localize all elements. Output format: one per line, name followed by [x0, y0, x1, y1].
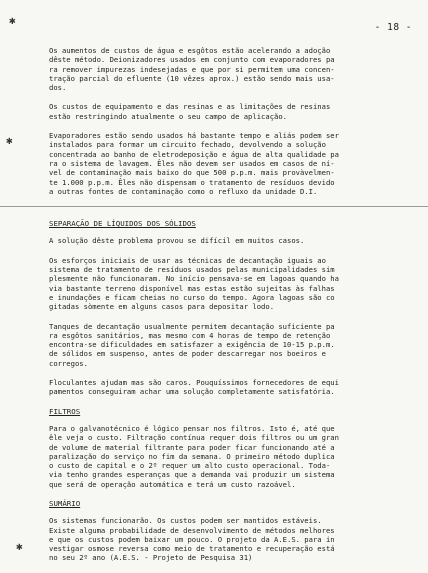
text-line: ra esgôtos sanitários, mas mesmo com 4 horas de tempo de retenção	[49, 330, 331, 340]
text-line: encontra-se dificuldades em satisfazer a exigência de 10-15 p.p.m.	[49, 340, 335, 350]
text-line: de volume de material filtrante para poder ficar funcionando até a	[49, 442, 335, 452]
text-line: Os custos de equipamento e das resinas e as limitações de resinas	[49, 102, 331, 112]
text-line: de sólidos em suspenso, antes de poder descarregar nos boeiros e	[49, 349, 326, 359]
text-line: estão restringindo atualmente o seu campo de aplicação.	[49, 111, 287, 121]
text-line: ra remover impurezas indesejadas e que por si permitem uma concen-	[49, 64, 335, 74]
paragraph	[49, 131, 411, 196]
text-line: te 1.000 p.p.m. Êles não dispensam o tratamento de resíduos devido	[49, 177, 335, 187]
text-line: o custo de capital e o 2º requer um alto custo operacional. Toda-	[49, 461, 331, 471]
text-line: via bastante terreno disponível mas estas estão sujeitas às falhas	[49, 283, 335, 293]
text-line: vel de contaminação mais baixo do que 500 p.p.m. mais provàvelmen-	[49, 168, 335, 178]
text-line: dos.	[49, 83, 67, 93]
section-heading: SUMÁRIO	[49, 498, 81, 508]
text-line: instalados para formar um circuito fechado, devolvendo a solução	[49, 140, 326, 150]
text-line: paralização do serviço no fim da semana. O primeiro método duplica	[49, 451, 335, 461]
page-number: - 18 -	[374, 22, 412, 33]
paragraph	[49, 322, 411, 368]
text-line: a outras fontes de contaminação como o refluxo da unidade D.I.	[49, 186, 318, 196]
paragraph	[49, 236, 411, 245]
text-line: Os sistemas funcionarão. Os custos podem ser mantidos estáveis.	[49, 516, 322, 526]
text-line: Tanques de decantação usualmente permitem decantação suficiente pa	[49, 321, 335, 331]
text-line: sistema de tratamento de resíduos usados pelas municipalidades sim	[49, 265, 335, 275]
text-line: vestigar osmose reversa como meio de tratamento e recuperação está	[49, 544, 335, 554]
section-divider	[0, 206, 428, 207]
text-line: Floculantes ajudam mas são caros. Pouquíssimos fornecedores de equi	[49, 378, 339, 388]
paragraph	[49, 516, 411, 562]
section-heading: SEPARAÇÃO DE LÍQUIDOS DOS SÓLIDOS	[49, 219, 196, 229]
text-line: via tenho grandes esperanças que a demanda vai produzir um sistema	[49, 470, 335, 480]
text-line: e inundações e ficam cheias no curso do tempo. Agora lagoas são co	[49, 292, 335, 302]
paragraph	[49, 102, 411, 121]
text-line: A solução dêste problema provou se difícil em muitos casos.	[49, 236, 305, 246]
punch-mark-middle-icon: ✱	[6, 134, 13, 147]
text-line: êle veja o custo. Filtração contínua requer dois filtros ou um gran	[49, 433, 339, 443]
paragraph	[49, 46, 411, 92]
text-line: Para o galvanotécnico é lógico pensar nos filtros. Isto é, até que	[49, 423, 335, 433]
paragraph	[49, 424, 411, 489]
text-line: Evaporadores estão sendo usados há bastante tempo e aliás podem ser	[49, 131, 339, 141]
text-line: que será de operação automática e terá um custo razoável.	[49, 479, 296, 489]
text-line: Existe alguma probabilidade de desenvolvimento de métodos melhores	[49, 525, 335, 535]
text-line: plesmente não funcionaram. No início pensava-se em lagoas quando ha	[49, 274, 339, 284]
section-heading: FILTROS	[49, 406, 81, 416]
text-line: concentrada ao banho de eletrodeposição e água de alta qualidade pa	[49, 149, 339, 159]
document-body	[49, 46, 411, 573]
text-line: Os esforços iniciais de usar as técnicas de decantação iguais ao	[49, 255, 326, 265]
paragraph	[49, 256, 411, 312]
text-line: corregos.	[49, 358, 88, 368]
text-line: ra o sistema de lavagem. Êles não devem ser usados em casos de ní-	[49, 158, 335, 168]
paragraph	[49, 378, 411, 397]
text-line: pamentos conseguiram achar uma solução completamente satisfatória.	[49, 387, 335, 397]
text-line: no seu 2º ano (A.E.S. - Projeto de Pesquisa 31)	[49, 553, 253, 563]
punch-mark-bottom-icon: ✱	[16, 540, 23, 553]
text-line: tração parcial do efluente (10 vêzes aprox.) estão sendo mais usa-	[49, 73, 335, 83]
text-line: dêste método. Deionizadores usados em conjunto com evaporadores pa	[49, 55, 335, 65]
text-line: gitadas sòmente em alguns casos para depositar lodo.	[49, 302, 275, 312]
text-line: Os aumentos de custos de água e esgôtos estão acelerando a adoção	[49, 46, 331, 55]
punch-mark-top-icon: ✱	[9, 14, 16, 27]
text-line: e que os custos podem baixar um pouco. O projeto da A.E.S. para in	[49, 534, 335, 544]
